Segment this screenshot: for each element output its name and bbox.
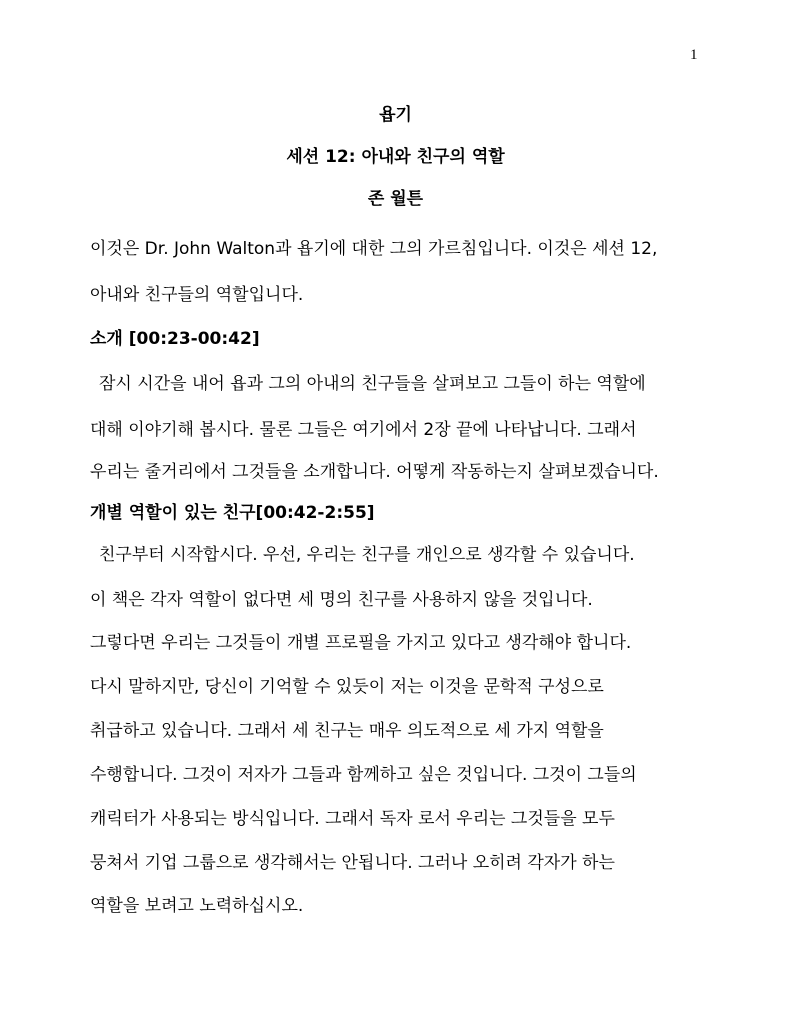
session-title: 세션 12: 아내와 친구의 역할 [286,147,505,167]
paragraph-line: 대해 이야기해 봅시다. 물론 그들은 여기에서 2장 끝에 나타납니다. 그래서 [90,420,637,440]
paragraph-line: 이 책은 각자 역할이 없다면 세 명의 친구를 사용하지 않을 것입니다. [90,590,593,610]
paragraph-line: 역할을 보려고 노력하십시오. [90,896,304,916]
section-heading: 개별 역할이 있는 친구[00:42-2:55] [90,503,375,523]
paragraph-line: 그렇다면 우리는 그것들이 개별 프로필을 가지고 있다고 생각해야 합니다. [90,633,632,653]
paragraph-line: 수행합니다. 그것이 저자가 그들과 함께하고 싶은 것입니다. 그것이 그들의 [90,765,637,785]
author-name: 존 월튼 [367,189,424,209]
paragraph-line: 취급하고 있습니다. 그래서 세 친구는 매우 의도적으로 세 가지 역할을 [90,721,604,741]
section-heading: 소개 [00:23-00:42] [90,329,260,349]
paragraph-line: 우리는 줄거리에서 그것들을 소개합니다. 어떻게 작동하는지 살펴보겠습니다. [90,462,659,482]
paragraph-line: 친구부터 시작합시다. 우선, 우리는 친구를 개인으로 생각할 수 있습니다. [99,545,635,565]
paragraph-line: 뭉쳐서 기업 그룹으로 생각해서는 안됩니다. 그러나 오히려 각자가 하는 [90,853,615,873]
paragraph-line: 다시 말하지만, 당신이 기억할 수 있듯이 저는 이것을 문학적 구성으로 [90,677,604,697]
intro-line: 이것은 Dr. John Walton과 욥기에 대한 그의 가르침입니다. 이것은 세션 12, [90,239,658,259]
book-title: 욥기 [379,105,412,125]
page-number: 1 [690,47,698,63]
paragraph-line: 잠시 시간을 내어 욥과 그의 아내의 친구들을 살펴보고 그들이 하는 역할에 [99,374,646,394]
intro-line: 아내와 친구들의 역할입니다. [90,285,304,305]
paragraph-line: 캐릭터가 사용되는 방식입니다. 그래서 독자 로서 우리는 그것들을 모두 [90,809,615,829]
